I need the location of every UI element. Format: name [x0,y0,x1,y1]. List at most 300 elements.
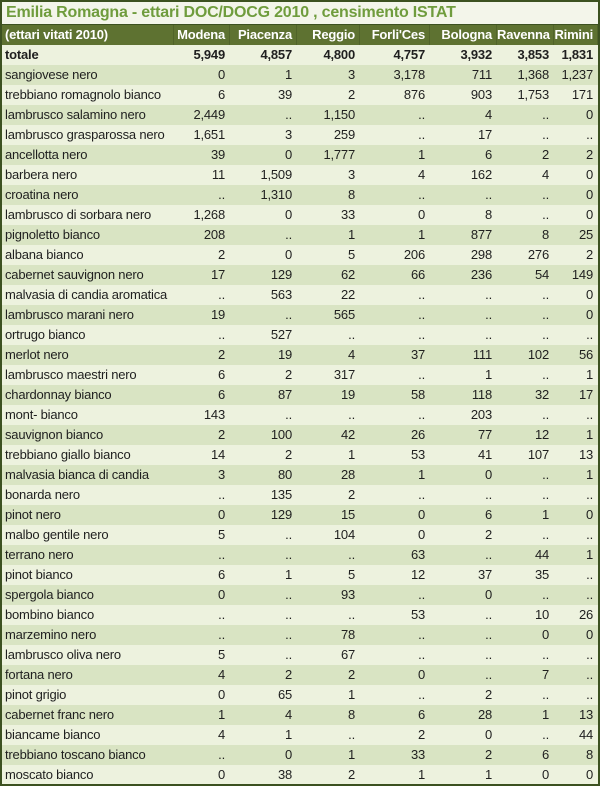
table-cell: 4 [497,165,554,185]
table-cell: .. [230,545,297,565]
column-header: Reggio [297,25,360,46]
table-cell: .. [174,625,230,645]
table-cell: .. [360,125,430,145]
table-cell: 0 [230,745,297,765]
row-label: bonarda nero [2,485,174,505]
row-label: marzemino nero [2,625,174,645]
column-header: Rimini [554,25,598,46]
table-cell: 19 [230,345,297,365]
table-cell: 2 [230,365,297,385]
table-row [2,645,598,665]
table-cell: 317 [297,365,360,385]
table-cell: 2 [360,725,430,745]
table-cell: 206 [360,245,430,265]
table-cell: 1,753 [497,85,554,105]
row-label: spergola bianco [2,585,174,605]
table-cell: 102 [497,345,554,365]
table-cell: 2 [297,85,360,105]
table-cell: .. [554,525,598,545]
row-label: lambrusco oliva nero [2,645,174,665]
table-row [2,705,598,725]
table-cell: 22 [297,285,360,305]
table-cell: 2 [430,525,497,545]
table-cell: 0 [554,305,598,325]
table-row [2,725,598,745]
table-cell: .. [497,585,554,605]
table-cell: 563 [230,285,297,305]
table-cell: .. [230,585,297,605]
table-cell: 4 [174,725,230,745]
table-cell: 3 [230,125,297,145]
table-cell: 877 [430,225,497,245]
table-cell: 1 [297,225,360,245]
table-cell: 1 [230,725,297,745]
table-cell: .. [430,285,497,305]
table-cell: .. [360,585,430,605]
table-row [2,365,598,385]
table-row [2,685,598,705]
column-header: Piacenza [230,25,297,46]
row-label: bombino bianco [2,605,174,625]
table-cell: 4 [360,165,430,185]
table-cell: 3 [297,65,360,85]
table-row [2,325,598,345]
table-cell: 0 [554,165,598,185]
table-cell: .. [497,105,554,125]
table-cell: 80 [230,465,297,485]
row-label: lambrusco marani nero [2,305,174,325]
table-cell: 1 [554,425,598,445]
row-label: trebbiano romagnolo bianco [2,85,174,105]
row-label: pinot grigio [2,685,174,705]
table-cell: .. [497,685,554,705]
table-cell: 527 [230,325,297,345]
table-cell: 35 [497,565,554,585]
table-cell: 37 [360,345,430,365]
table-cell: .. [174,185,230,205]
table-cell: 4 [297,345,360,365]
table-cell: 2 [230,665,297,685]
table-cell: 118 [430,385,497,405]
table-cell: .. [430,665,497,685]
table-cell: 565 [297,305,360,325]
table-cell: .. [230,525,297,545]
row-label: sangiovese nero [2,65,174,85]
page-title: Emilia Romagna - ettari DOC/DOCG 2010 , censimento ISTAT [2,2,598,24]
table-cell: 26 [554,605,598,625]
table-cell: .. [554,565,598,585]
table-cell: 8 [297,185,360,205]
table-cell: 78 [297,625,360,645]
table-row [2,665,598,685]
row-label: barbera nero [2,165,174,185]
table-cell: .. [174,285,230,305]
table-cell: 0 [174,505,230,525]
table-cell: 1 [297,445,360,465]
table-cell: 10 [497,605,554,625]
table-row [2,345,598,365]
table-row [2,625,598,645]
table-cell: 58 [360,385,430,405]
table-row [2,245,598,265]
table-cell: 28 [297,465,360,485]
table-row [2,545,598,565]
table-cell: .. [174,545,230,565]
table-cell: 32 [497,385,554,405]
table-cell: .. [297,725,360,745]
table-cell: .. [360,305,430,325]
table-cell: 6 [497,745,554,765]
table-cell: 0 [174,65,230,85]
table-row [2,505,598,525]
table-cell: 162 [430,165,497,185]
row-label: mont- bianco [2,405,174,425]
table-cell: .. [297,545,360,565]
table-cell: 19 [297,385,360,405]
table-cell: 6 [430,505,497,525]
table-cell: 0 [497,765,554,785]
row-label: trebbiano giallo bianco [2,445,174,465]
table-row [2,85,598,105]
table-cell: 77 [430,425,497,445]
table-cell: 5 [174,645,230,665]
row-label: fortana nero [2,665,174,685]
table-cell: .. [497,485,554,505]
row-label: lambrusco di sorbara nero [2,205,174,225]
table-cell: .. [497,465,554,485]
table-cell: 259 [297,125,360,145]
table-cell: 143 [174,405,230,425]
table-cell: .. [360,185,430,205]
table-row [2,425,598,445]
table-cell: 1 [297,685,360,705]
table-cell: 6 [174,365,230,385]
table-cell: 903 [430,85,497,105]
table-row [2,125,598,145]
table-cell: 5 [297,565,360,585]
table-row [2,65,598,85]
table-cell: 1,651 [174,125,230,145]
table-cell: 37 [430,565,497,585]
table-row [2,745,598,765]
table-cell: .. [230,225,297,245]
row-label: terrano nero [2,545,174,565]
table-cell: 6 [174,385,230,405]
table-cell: 1 [360,225,430,245]
table-cell: 6 [174,565,230,585]
row-label: lambrusco maestri nero [2,365,174,385]
table-cell: 0 [360,525,430,545]
table-cell: 107 [497,445,554,465]
table-row [2,605,598,625]
table-cell: 0 [554,285,598,305]
table-cell: .. [430,545,497,565]
table-cell: 17 [174,265,230,285]
table-cell: 5 [174,525,230,545]
row-label: chardonnay bianco [2,385,174,405]
row-label: pignoletto bianco [2,225,174,245]
table-cell: 4,800 [297,45,360,65]
table-cell: 1,310 [230,185,297,205]
table-cell: 2 [497,145,554,165]
table-cell: 129 [230,505,297,525]
table-row [2,145,598,165]
table-cell: 1 [497,505,554,525]
table-cell: .. [497,365,554,385]
table-cell: .. [497,725,554,745]
table-cell: 1,777 [297,145,360,165]
table-row [2,265,598,285]
table-row [2,765,598,785]
table-cell: 19 [174,305,230,325]
table-cell: 236 [430,265,497,285]
table-cell: 276 [497,245,554,265]
table-cell: .. [497,525,554,545]
table-cell: 129 [230,265,297,285]
table-cell: 1,268 [174,205,230,225]
table-cell: .. [360,405,430,425]
table-cell: 0 [430,465,497,485]
table-cell: 93 [297,585,360,605]
table-cell: 39 [174,145,230,165]
table-cell: 63 [360,545,430,565]
table-cell: 1 [230,565,297,585]
table-cell: 135 [230,485,297,505]
table-cell: .. [360,625,430,645]
table-cell: 0 [360,205,430,225]
row-label: ortrugo bianco [2,325,174,345]
table-cell: .. [430,625,497,645]
table-cell: 13 [554,705,598,725]
table-cell: 0 [430,585,497,605]
row-label: cabernet sauvignon nero [2,265,174,285]
table-cell: 0 [554,625,598,645]
row-label: malvasia di candia aromatica [2,285,174,305]
table-cell: .. [174,325,230,345]
data-table [2,24,598,785]
table-cell: 13 [554,445,598,465]
table-cell: 1,237 [554,65,598,85]
table-cell: 8 [554,745,598,765]
table-row [2,385,598,405]
table-cell: 0 [554,205,598,225]
table-cell: 1 [554,465,598,485]
table-cell: 1 [230,65,297,85]
row-label: biancame bianco [2,725,174,745]
table-cell: 0 [360,665,430,685]
table-cell: 12 [360,565,430,585]
table-row [2,285,598,305]
table-cell: .. [230,305,297,325]
table-cell: 4,857 [230,45,297,65]
row-header-label: (ettari vitati 2010) [2,25,174,46]
table-cell: 17 [430,125,497,145]
column-header: Forli'Ces [360,25,430,46]
table-cell: 62 [297,265,360,285]
table-cell: 2 [174,245,230,265]
row-label: moscato bianco [2,765,174,785]
table-row [2,565,598,585]
row-label: albana bianco [2,245,174,265]
table-cell: .. [430,325,497,345]
table-cell: .. [497,185,554,205]
table-cell: .. [497,205,554,225]
table-cell: 1,509 [230,165,297,185]
table-cell: 0 [360,505,430,525]
table-cell: 44 [554,725,598,745]
table-cell: .. [360,105,430,125]
table-cell: .. [497,325,554,345]
table-cell: .. [554,405,598,425]
table-cell: 8 [297,705,360,725]
table-cell: .. [230,405,297,425]
table-row [2,45,598,65]
table-cell: 4,757 [360,45,430,65]
table-cell: .. [430,645,497,665]
table-cell: 2 [430,685,497,705]
table-cell: 15 [297,505,360,525]
table-cell: 2 [554,245,598,265]
table-header-row [2,25,598,46]
table-cell: 3,178 [360,65,430,85]
table-cell: .. [554,585,598,605]
table-cell: 5,949 [174,45,230,65]
table-cell: 8 [497,225,554,245]
table-cell: 6 [360,705,430,725]
table-row [2,585,598,605]
table-cell: 0 [174,765,230,785]
table-body [2,45,598,785]
table-cell: .. [174,605,230,625]
table-cell: 171 [554,85,598,105]
table-cell: 1,150 [297,105,360,125]
row-label: sauvignon bianco [2,425,174,445]
table-cell: 42 [297,425,360,445]
table-row [2,165,598,185]
table-cell: .. [360,365,430,385]
column-header: Bologna [430,25,497,46]
table-cell: 0 [497,625,554,645]
table-row [2,305,598,325]
table-cell: 44 [497,545,554,565]
table-cell: .. [230,645,297,665]
table-cell: 33 [360,745,430,765]
table-cell: 3 [174,465,230,485]
table-cell: .. [430,605,497,625]
table-cell: .. [430,185,497,205]
table-cell: 11 [174,165,230,185]
table-cell: 298 [430,245,497,265]
row-label: malvasia bianca di candia [2,465,174,485]
table-cell: 203 [430,405,497,425]
table-row [2,205,598,225]
table-cell: 1,831 [554,45,598,65]
table-cell: 149 [554,265,598,285]
row-label: malbo gentile nero [2,525,174,545]
table-row [2,405,598,425]
table-cell: 0 [174,685,230,705]
table-cell: 0 [230,245,297,265]
table-cell: 208 [174,225,230,245]
table-cell: .. [174,485,230,505]
table-cell: 7 [497,665,554,685]
table-cell: 1 [360,145,430,165]
table-cell: .. [360,485,430,505]
table-cell: .. [554,665,598,685]
table-cell: 876 [360,85,430,105]
table-cell: 41 [430,445,497,465]
table-cell: .. [497,285,554,305]
table-cell: 26 [360,425,430,445]
row-label: pinot nero [2,505,174,525]
table-cell: .. [497,305,554,325]
table-cell: 0 [230,145,297,165]
table-cell: .. [360,685,430,705]
table-row [2,445,598,465]
table-cell: 3 [297,165,360,185]
table-cell: .. [297,605,360,625]
table-cell: .. [360,285,430,305]
table-cell: 38 [230,765,297,785]
table-cell: 711 [430,65,497,85]
table-row [2,225,598,245]
table-cell: 1 [174,705,230,725]
table-cell: 53 [360,445,430,465]
table-cell: 2 [297,665,360,685]
table-cell: 1 [430,765,497,785]
row-label: cabernet franc nero [2,705,174,725]
table-cell: 54 [497,265,554,285]
table-cell: .. [360,645,430,665]
table-cell: 1 [297,745,360,765]
column-header: Ravenna [497,25,554,46]
table-cell: 4 [230,705,297,725]
table-cell: 0 [554,185,598,205]
table-cell: 3,932 [430,45,497,65]
table-cell: 2 [174,345,230,365]
table-cell: .. [554,685,598,705]
table-cell: 2,449 [174,105,230,125]
row-label: lambrusco salamino nero [2,105,174,125]
table-cell: 100 [230,425,297,445]
table-cell: 53 [360,605,430,625]
table-cell: 8 [430,205,497,225]
row-label: croatina nero [2,185,174,205]
table-cell: 1 [360,765,430,785]
table-cell: 5 [297,245,360,265]
table-cell: 1 [554,545,598,565]
table-cell: 2 [297,765,360,785]
table-cell: .. [230,625,297,645]
table-cell: .. [230,105,297,125]
table-cell: 4 [174,665,230,685]
table-row [2,525,598,545]
table-cell: 1 [430,365,497,385]
table-row [2,465,598,485]
table-cell: 66 [360,265,430,285]
table-cell: .. [230,605,297,625]
table-cell: 111 [430,345,497,365]
row-label: merlot nero [2,345,174,365]
table-cell: 3,853 [497,45,554,65]
row-label: totale [2,45,174,65]
table-row [2,485,598,505]
table-cell: .. [297,325,360,345]
table-cell: .. [297,405,360,425]
table-cell: 14 [174,445,230,465]
table-cell: 87 [230,385,297,405]
row-label: ancellotta nero [2,145,174,165]
